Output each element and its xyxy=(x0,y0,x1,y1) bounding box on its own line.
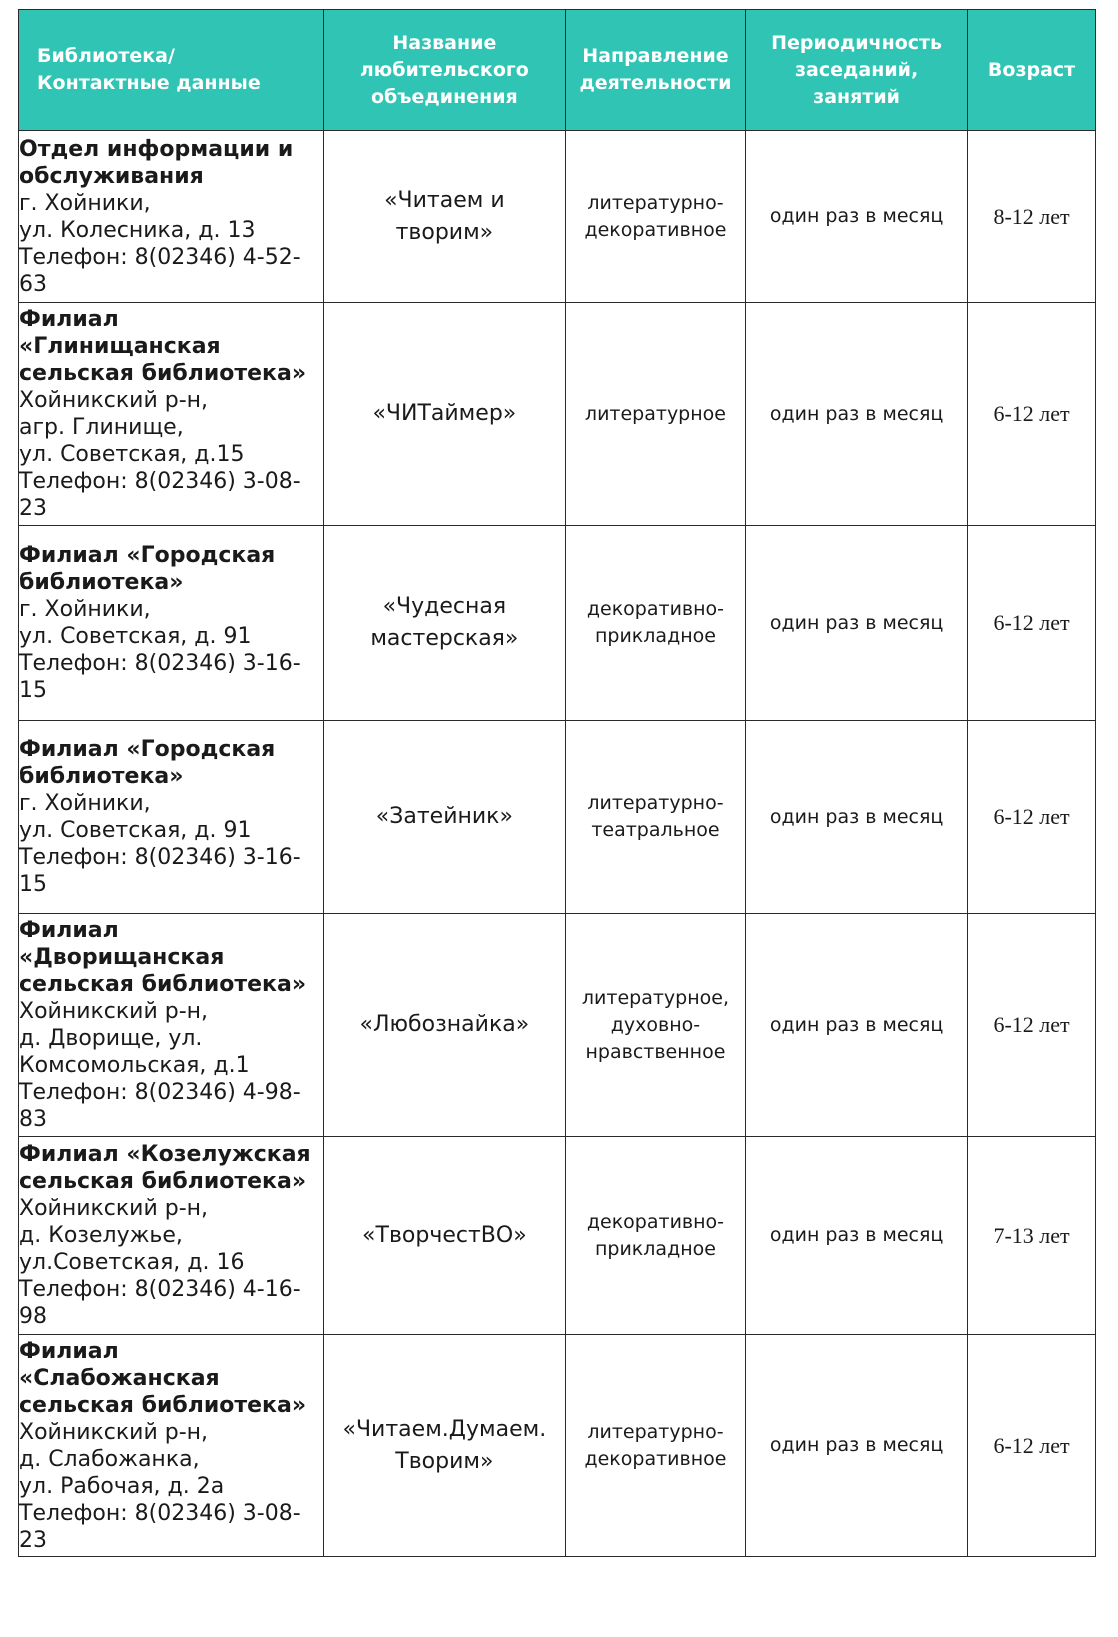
library-address-line: ул. Советская, д. 91 xyxy=(19,818,252,843)
library-address-line: г. Хойники, xyxy=(19,190,151,216)
meeting-frequency: один раз в месяц xyxy=(746,131,968,303)
library-address-line: ул. Советская, д.15 xyxy=(19,442,245,467)
library-phone: Телефон: 8(02346) 3-08-23 xyxy=(19,469,301,521)
club-name: «Затейник» xyxy=(323,721,565,914)
activity-direction: декоративно- прикладное xyxy=(565,1137,745,1335)
age-value: 7-13 лет xyxy=(993,1222,1070,1248)
library-cell xyxy=(19,1137,324,1335)
library-address-line: ул. Колесника, д. 13 xyxy=(19,217,256,243)
meeting-frequency: один раз в месяц xyxy=(746,1137,968,1335)
table-row xyxy=(19,1335,1096,1557)
club-name: «Чудесная мастерская» xyxy=(323,526,565,721)
library-cell xyxy=(19,131,324,303)
library-address-line: агр. Глинище, xyxy=(19,415,184,440)
library-phone: Телефон: 8(02346) 3-16-15 xyxy=(19,651,301,703)
activity-direction: литературное, духовно- нравственное xyxy=(565,914,745,1137)
library-name: Филиал «Дворищанская сельская библиотека» xyxy=(19,918,307,997)
library-address-line: Комсомольская, д.1 xyxy=(19,1053,250,1078)
library-name: Филиал «Козелужская сельская библиотека» xyxy=(19,1142,311,1194)
library-phone: Телефон: 8(02346) 3-08-23 xyxy=(19,1500,301,1553)
age-range xyxy=(968,914,1096,1137)
age-range xyxy=(968,131,1096,303)
activity-direction: литературное xyxy=(565,303,745,526)
library-address-line: ул.Советская, д. 16 xyxy=(19,1250,245,1275)
age-value: 6-12 лет xyxy=(993,401,1070,426)
library-name: Филиал «Городская библиотека» xyxy=(19,737,276,789)
library-cell xyxy=(19,526,324,721)
library-cell xyxy=(19,914,324,1137)
library-cell xyxy=(19,1335,324,1557)
activity-direction: литературно- декоративное xyxy=(565,131,745,303)
age-value: 6-12 лет xyxy=(993,1432,1070,1458)
library-address-line: ул. Советская, д. 91 xyxy=(19,624,252,649)
library-name: Филиал «Глинищанская сельская библиотека» xyxy=(19,307,307,386)
library-address-line: г. Хойники, xyxy=(19,791,151,816)
header-library: Библиотека/ Контактные данные xyxy=(19,10,324,131)
library-address-line: Хойникский р-н, xyxy=(19,388,209,413)
age-range xyxy=(968,721,1096,914)
library-name: Филиал «Городская библиотека» xyxy=(19,543,276,595)
library-address-line: Хойникский р-н, xyxy=(19,1419,209,1445)
table-row xyxy=(19,1137,1096,1335)
library-cell xyxy=(19,721,324,914)
age-value: 6-12 лет xyxy=(993,804,1070,829)
library-phone: Телефон: 8(02346) 4-98-83 xyxy=(19,1080,301,1132)
library-phone: Телефон: 8(02346) 4-16-98 xyxy=(19,1277,301,1329)
library-address-line: Хойникский р-н, xyxy=(19,1196,209,1221)
table-header xyxy=(19,10,1096,131)
club-name: «Читаем и творим» xyxy=(323,131,565,303)
library-name: Отдел информации и обслуживания xyxy=(19,136,294,189)
meeting-frequency: один раз в месяц xyxy=(746,914,968,1137)
library-phone: Телефон: 8(02346) 4-52-63 xyxy=(19,244,301,297)
age-value: 6-12 лет xyxy=(993,610,1070,635)
activity-direction: литературно- декоративное xyxy=(565,1335,745,1557)
meeting-frequency: один раз в месяц xyxy=(746,303,968,526)
table-row xyxy=(19,526,1096,721)
table-body xyxy=(19,131,1096,1557)
header-direction: Направление деятельности xyxy=(565,10,745,131)
library-name: Филиал «Слабожанская сельская библиотека» xyxy=(19,1338,307,1418)
club-name: «ЧИТаймер» xyxy=(323,303,565,526)
club-name: «Читаем.Думаем. Творим» xyxy=(323,1335,565,1557)
age-value: 8-12 лет xyxy=(993,203,1070,229)
age-range xyxy=(968,526,1096,721)
age-range xyxy=(968,303,1096,526)
meeting-frequency: один раз в месяц xyxy=(746,1335,968,1557)
age-range xyxy=(968,1137,1096,1335)
library-cell xyxy=(19,303,324,526)
club-name: «ТворчестВО» xyxy=(323,1137,565,1335)
library-address-line: Хойникский р-н, xyxy=(19,999,209,1024)
age-value: 6-12 лет xyxy=(993,1012,1070,1037)
club-name: «Любознайка» xyxy=(323,914,565,1137)
table-row xyxy=(19,914,1096,1137)
header-frequency: Периодичность заседаний, занятий xyxy=(746,10,968,131)
age-range xyxy=(968,1335,1096,1557)
library-address-line: г. Хойники, xyxy=(19,597,151,622)
table-row xyxy=(19,303,1096,526)
meeting-frequency: один раз в месяц xyxy=(746,721,968,914)
library-address-line: ул. Рабочая, д. 2а xyxy=(19,1473,225,1499)
library-address-line: д. Слабожанка, xyxy=(19,1446,200,1472)
table-row xyxy=(19,131,1096,303)
activity-direction: литературно- театральное xyxy=(565,721,745,914)
library-address-line: д. Козелужье, xyxy=(19,1223,183,1248)
header-age: Возраст xyxy=(968,10,1096,131)
library-address-line: д. Дворище, ул. xyxy=(19,1026,203,1051)
header-club: Название любительского объединения xyxy=(323,10,565,131)
meeting-frequency: один раз в месяц xyxy=(746,526,968,721)
library-phone: Телефон: 8(02346) 3-16-15 xyxy=(19,845,301,897)
activity-direction: декоративно- прикладное xyxy=(565,526,745,721)
table-row xyxy=(19,721,1096,914)
clubs-table xyxy=(18,9,1096,1557)
